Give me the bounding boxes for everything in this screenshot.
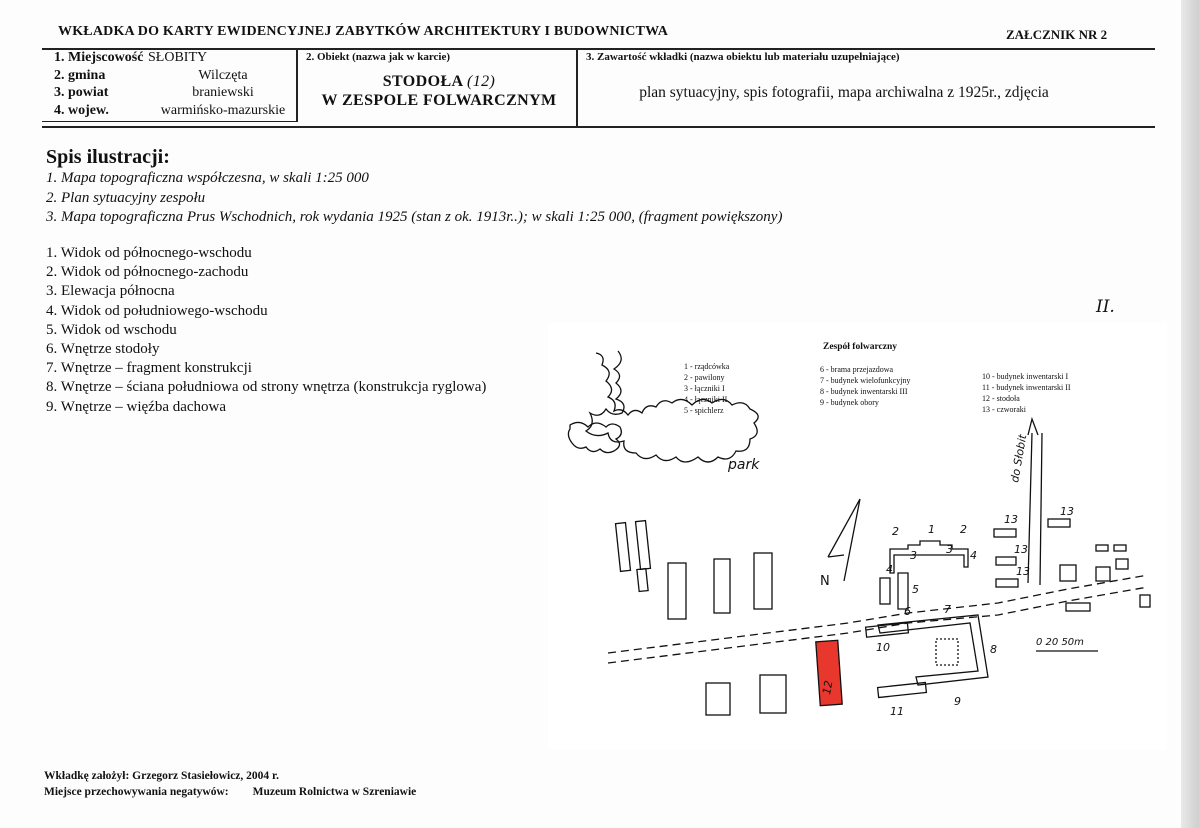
list-item: 6. Wnętrze stodoły: [46, 341, 160, 358]
svg-text:8 - budynek inwentarski III: 8 - budynek inwentarski III: [820, 387, 908, 396]
svg-text:8: 8: [990, 643, 997, 656]
building: [1060, 565, 1076, 581]
list-item: 4. Widok od południowego-wschodu: [46, 302, 268, 319]
svg-text:13: 13: [1004, 513, 1018, 526]
svg-text:4 - łączniki II: 4 - łączniki II: [684, 395, 728, 404]
site-plan-map: [548, 323, 1167, 750]
list-item: 7. Wnętrze – fragment konstrukcji: [46, 360, 252, 377]
building-5: [898, 573, 908, 609]
page-edge: [1181, 0, 1199, 828]
location-block: [54, 49, 298, 119]
author-line: Wkładkę założył: Grzegorz Stasiełowicz, 2004 r.: [44, 770, 279, 782]
object-name: STODOŁA (12) W ZESPOLE FOLWARCZNYM: [321, 73, 557, 109]
svg-text:2: 2: [892, 525, 899, 538]
north-label: N: [820, 574, 830, 589]
svg-text:11 - budynek inwentarski II: 11 - budynek inwentarski II: [982, 383, 1071, 392]
annex-label: ZAŁCZNIK NR 2: [1006, 27, 1108, 42]
park-label: park: [728, 457, 760, 473]
photos-list: [46, 244, 486, 417]
list-item: 1. Widok od północnego-wschodu: [46, 245, 252, 261]
svg-text:10: 10: [876, 641, 890, 654]
list-item: 3. Elewacja północna: [46, 283, 175, 300]
svg-text:9 - budynek obory: 9 - budynek obory: [820, 398, 879, 407]
contents-text: plan sytuacyjny, spis fotografii, mapa archiwalna z 1925r., zdjęcia: [639, 84, 1049, 101]
location-underline: [42, 121, 297, 122]
location-row: 4. wojew. warmińsko-mazurskie: [54, 102, 286, 118]
svg-text:7: 7: [944, 603, 951, 616]
location-row: 3. powiat braniewski: [54, 85, 254, 100]
document-title: WKŁADKA DO KARTY EWIDENCYJNEJ ZABYTKÓW ARCHITEKTURY I BUDOWNICTWA: [58, 24, 669, 39]
illustrations-title: Spis ilustracji:: [46, 146, 170, 168]
svg-text:4: 4: [970, 549, 977, 562]
svg-text:11: 11: [890, 705, 904, 718]
handwritten-page-number: II.: [1096, 297, 1115, 317]
park-outline: [586, 351, 758, 462]
building-5b: [880, 578, 890, 604]
svg-text:5 - spichlerz: 5 - spichlerz: [684, 406, 724, 415]
building: [668, 563, 686, 619]
svg-text:9: 9: [954, 695, 961, 708]
list-item: 2. Plan sytuacyjny zespołu: [46, 189, 206, 206]
building: [637, 569, 648, 592]
svg-text:13: 13: [1014, 543, 1028, 556]
building: [1048, 519, 1070, 527]
object-heading: 2. Obiekt (nazwa jak w karcie): [306, 51, 451, 63]
map-numbers: [820, 505, 1074, 718]
svg-text:4: 4: [886, 563, 893, 576]
legend-col3: [982, 372, 1071, 414]
north-arrow-icon: [828, 499, 860, 581]
building: [714, 559, 730, 613]
svg-text:1: 1: [928, 523, 935, 536]
list-item: 1. Mapa topograficzna współczesna, w skali 1:25 000: [46, 170, 369, 186]
list-item: 2. Widok od północnego-zachodu: [46, 264, 249, 281]
contents-heading: 3. Zawartość wkładki (nazwa obiektu lub materiału uzupełniające): [586, 51, 900, 63]
building: [1096, 567, 1110, 581]
building: [996, 579, 1018, 587]
svg-text:6: 6: [904, 605, 911, 618]
legend-col1: [684, 362, 730, 415]
table-bottom-border: [42, 126, 1155, 128]
building: [754, 553, 772, 609]
svg-text:13 - czworaki: 13 - czworaki: [982, 405, 1026, 414]
building: [994, 529, 1016, 537]
building: [1116, 559, 1128, 569]
svg-text:13: 13: [1016, 565, 1030, 578]
svg-text:13: 13: [1060, 505, 1074, 518]
building: [636, 521, 651, 570]
storage-line: Miejsce przechowywania negatywów: Muzeum Rolnictwa w Szreniawie: [44, 786, 417, 798]
svg-text:3 - łączniki I: 3 - łączniki I: [684, 384, 725, 393]
svg-text:12 - stodoła: 12 - stodoła: [982, 394, 1020, 403]
park-outline-west: [568, 422, 621, 452]
building-1-2-3-4: [890, 541, 968, 573]
svg-text:12: 12: [820, 679, 836, 696]
svg-text:1 - rządcówka: 1 - rządcówka: [684, 362, 730, 371]
building: [760, 675, 786, 713]
barn-12-highlight: [816, 640, 842, 705]
svg-text:10 - budynek inwentarski I: 10 - budynek inwentarski I: [982, 372, 1069, 381]
svg-text:2: 2: [960, 523, 967, 536]
building: [1066, 603, 1090, 611]
building: [1140, 595, 1150, 607]
building: [616, 523, 631, 572]
location-row: 1. Miejscowość SŁOBITY: [54, 50, 208, 65]
courtyard-hatch: [936, 639, 958, 665]
svg-text:3: 3: [910, 549, 917, 562]
list-item: 8. Wnętrze – ściana południowa od strony wnętrza (konstrukcja ryglowa): [46, 379, 487, 396]
svg-text:6 - brama przejazdowa: 6 - brama przejazdowa: [820, 365, 894, 374]
legend-col2: [820, 365, 910, 407]
road-label: do Słobit: [1008, 433, 1030, 484]
building: [1096, 545, 1108, 551]
scale-label: 0 20 50m: [1036, 637, 1084, 648]
svg-text:7 - budynek wielofunkcyjny: 7 - budynek wielofunkcyjny: [820, 376, 911, 385]
building: [996, 557, 1016, 565]
list-item: 5. Widok od wschodu: [46, 321, 177, 338]
svg-text:5: 5: [912, 583, 919, 596]
location-row: 2. gmina Wilczęta: [54, 67, 248, 83]
building: [706, 683, 730, 715]
building: [1114, 545, 1126, 551]
illustrations-list: [46, 169, 782, 228]
svg-text:3: 3: [946, 543, 953, 556]
list-item: 3. Mapa topograficzna Prus Wschodnich, rok wydania 1925 (stan z ok. 1913r..); w skali 1:25 000, (fragment powiększony): [46, 209, 783, 225]
map-title: Zespół folwarczny: [823, 342, 897, 352]
list-item: 9. Wnętrze – więźba dachowa: [46, 398, 227, 415]
svg-text:2 - pawilony: 2 - pawilony: [684, 373, 725, 382]
footer: [44, 768, 416, 800]
road-arrow: [1028, 419, 1038, 435]
road-north: [1028, 433, 1042, 585]
